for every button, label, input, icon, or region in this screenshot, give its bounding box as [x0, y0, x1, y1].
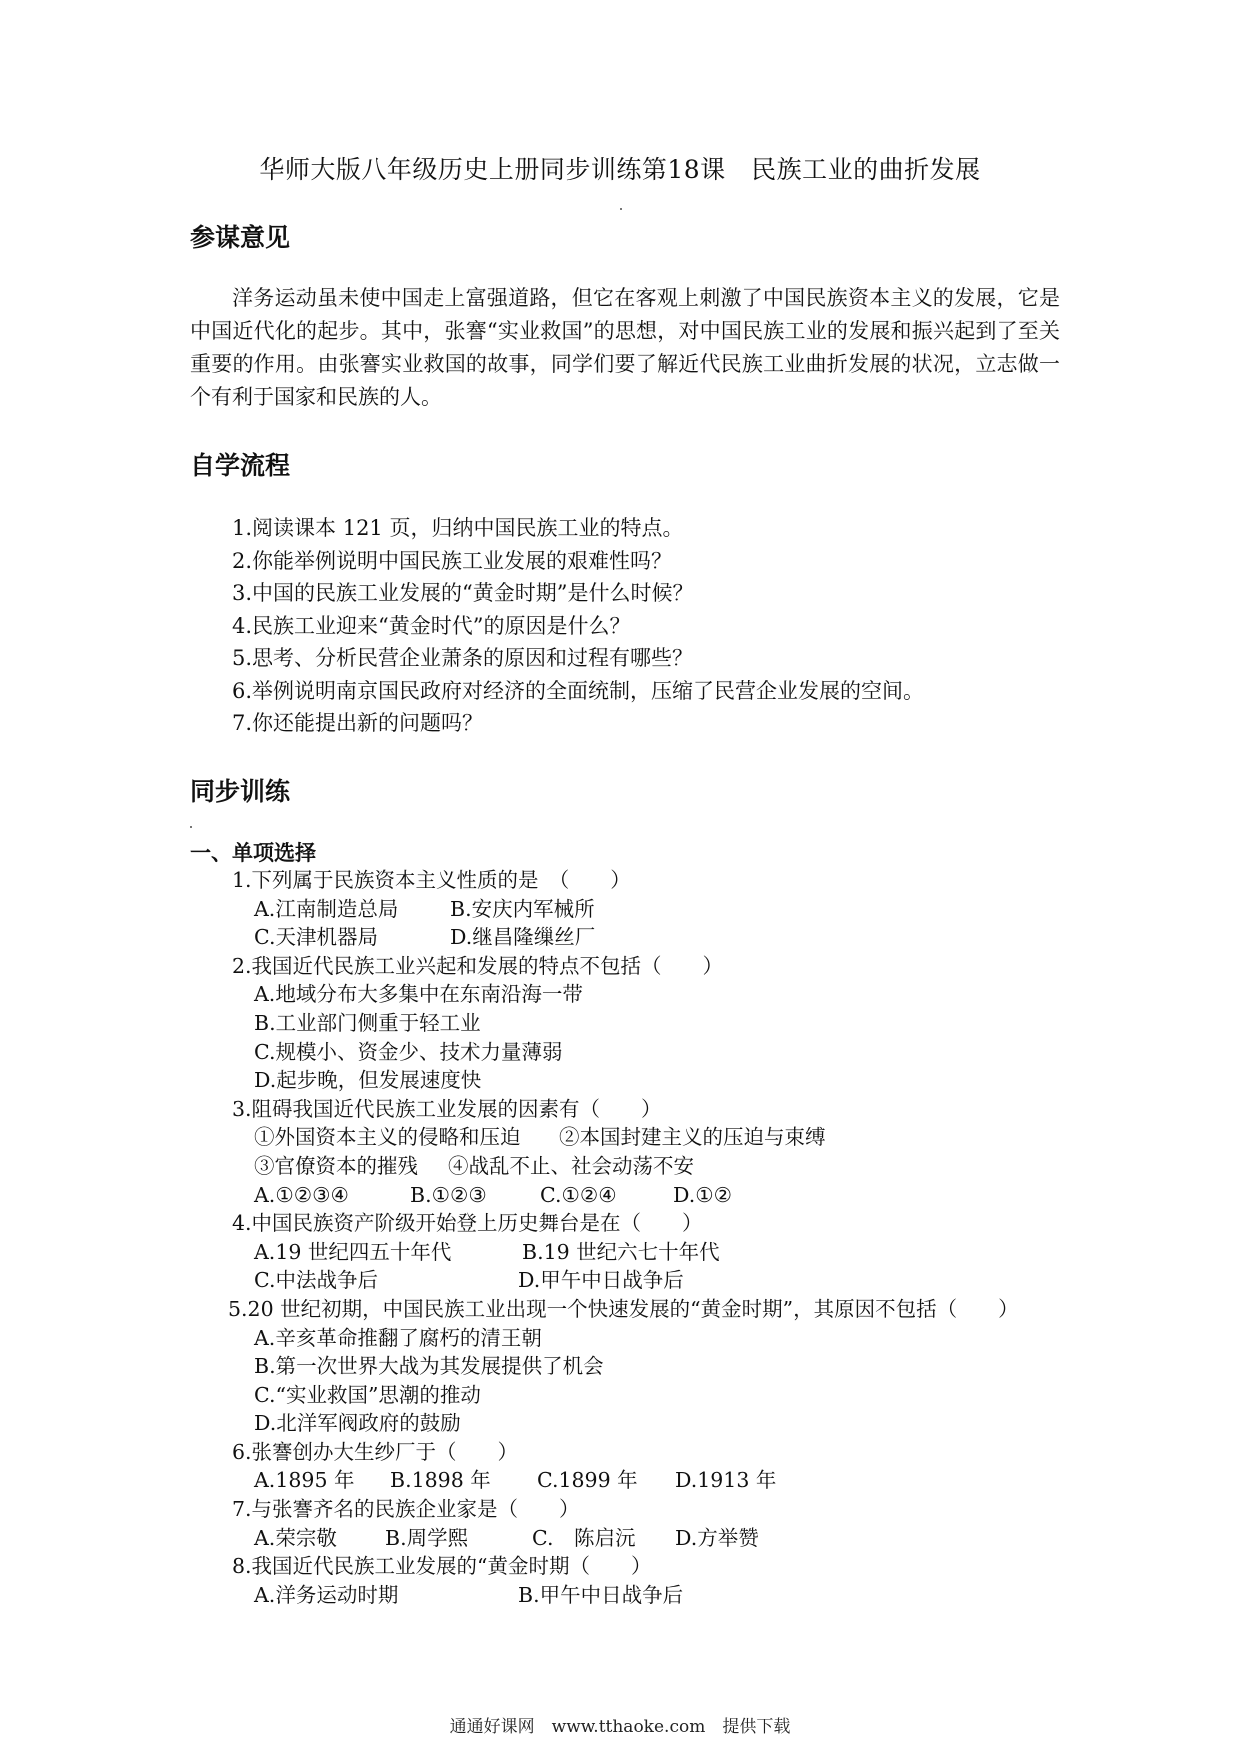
option-a: A.洋务运动时期: [254, 1582, 399, 1607]
selfstudy-item: 5.思考、分析民营企业萧条的原因和过程有哪些？: [232, 646, 694, 670]
option-b: B.安庆内军械所: [450, 896, 595, 921]
option-c: C.①②④: [540, 1182, 617, 1207]
option-b: B.甲午中日战争后: [518, 1582, 684, 1607]
question-4-options-row: [232, 1266, 1132, 1295]
option-c: C.“实业救国”思潮的推动: [254, 1382, 481, 1407]
single-choice-heading: 一、单项选择: [190, 841, 316, 865]
page-footer: 通通好课网 www.tthaoke.com 提供下载: [449, 1717, 791, 1737]
advice-paragraph: 洋务运动虽未使中国走上富强道路，但它在客观上刺激了中国民族资本主义的发展，它是中国近代化的起步。其中，张謇“实业救国”的思想，对中国民族工业的发展和振兴起到了至关重要的作用。由张謇实业救国的故事，同学们要了解近代民族工业曲折发展的状况，立志做一个有利于国家和民族的人。: [190, 286, 1060, 409]
option-b: B.①②③: [410, 1182, 487, 1207]
option-a: A.19 世纪四五十年代: [254, 1239, 452, 1264]
question-7-stem: 7.与张謇齐名的民族企业家是（ ）: [232, 1497, 580, 1522]
option-a: A.江南制造总局: [254, 896, 399, 921]
option-d: D.①②: [673, 1182, 732, 1207]
statement-1: ①外国资本主义的侵略和压迫: [254, 1125, 521, 1150]
option-c: C.1899 年: [537, 1468, 638, 1493]
option-a: A.荣宗敬: [254, 1525, 337, 1550]
question-3-stem: 3.阻碍我国近代民族工业发展的因素有（ ）: [232, 1096, 662, 1121]
option-b: B.周学熙: [385, 1525, 469, 1550]
option-a: A.①②③④: [254, 1182, 349, 1207]
option-c: C.规模小、资金少、技术力量薄弱: [254, 1039, 563, 1064]
option-d: D.1913 年: [675, 1468, 777, 1493]
statement-4: ④战乱不止、社会动荡不安: [448, 1153, 694, 1178]
option-c: C.中法战争后: [254, 1268, 378, 1293]
question-3-options-row: [232, 1181, 1132, 1210]
option-c: C.天津机器局: [254, 925, 378, 950]
option-a: A.1895 年: [254, 1468, 355, 1493]
option-b: B.工业部门侧重于轻工业: [254, 1010, 481, 1035]
statement-2: ②本国封建主义的压迫与束缚: [559, 1125, 826, 1150]
question-1-options-row: [232, 895, 1132, 924]
selfstudy-item: 3.中国的民族工业发展的“黄金时期”是什么时候？: [232, 581, 694, 605]
option-d: D.甲午中日战争后: [518, 1268, 684, 1293]
advice-heading: 参谋意见: [190, 223, 291, 252]
option-d: D.方举赞: [675, 1525, 759, 1550]
option-c: C. 陈启沅: [532, 1525, 636, 1550]
option-d: D.起步晚，但发展速度快: [254, 1068, 482, 1093]
scan-speck: [620, 208, 622, 210]
question-8-options-row: [232, 1581, 1132, 1610]
selfstudy-heading: 自学流程: [190, 451, 291, 480]
question-7-options-row: [232, 1524, 1132, 1553]
option-b: B.第一次世界大战为其发展提供了机会: [254, 1354, 604, 1379]
question-1-stem: 1.下列属于民族资本主义性质的是 （ ）: [232, 868, 631, 892]
page-title: 华师大版八年级历史上册同步训练第18课 民族工业的曲折发展: [259, 155, 981, 184]
selfstudy-item: 7.你还能提出新的问题吗？: [232, 711, 484, 735]
training-heading: 同步训练: [190, 777, 291, 806]
option-a: A.地域分布大多集中在东南沿海一带: [254, 982, 583, 1007]
question-6-options-row: [232, 1466, 1132, 1495]
question-list: [228, 866, 1132, 1609]
option-b: B.1898 年: [390, 1468, 491, 1493]
option-b: B.19 世纪六七十年代: [522, 1239, 720, 1264]
selfstudy-item: 6.举例说明南京国民政府对经济的全面统制，压缩了民营企业发展的空间。: [232, 678, 925, 703]
option-d: D.北洋军阀政府的鼓励: [254, 1411, 461, 1436]
question-4-stem: 4.中国民族资产阶级开始登上历史舞台是在（ ）: [232, 1211, 703, 1236]
selfstudy-item: 4.民族工业迎来“黄金时代”的原因是什么？: [232, 613, 631, 638]
selfstudy-item: 1.阅读课本 121 页，归纳中国民族工业的特点。: [232, 516, 684, 540]
question-2-stem: 2.我国近代民族工业兴起和发展的特点不包括（ ）: [232, 953, 724, 978]
question-5-stem: 5.20 世纪初期，中国民族工业出现一个快速发展的“黄金时期”，其原因不包括（ ）: [228, 1296, 1019, 1321]
question-6-stem: 6.张謇创办大生纱厂于（ ）: [232, 1439, 519, 1464]
question-8-stem: 8.我国近代民族工业发展的“黄金时期（ ）: [232, 1554, 652, 1579]
statement-3: ③官僚资本的摧残: [254, 1153, 418, 1178]
selfstudy-list: [232, 512, 1052, 740]
selfstudy-item: 2.你能举例说明中国民族工业发展的艰难性吗？: [232, 548, 673, 573]
scan-speck: [190, 826, 192, 828]
question-1-options-row: [232, 923, 1132, 952]
option-d: D.继昌隆缫丝厂: [450, 925, 596, 950]
question-3-statements-row: [232, 1123, 1132, 1152]
question-4-options-row: [232, 1238, 1132, 1267]
question-3-statements-row: [232, 1152, 1132, 1181]
option-a: A.辛亥革命推翻了腐朽的清王朝: [254, 1325, 542, 1350]
